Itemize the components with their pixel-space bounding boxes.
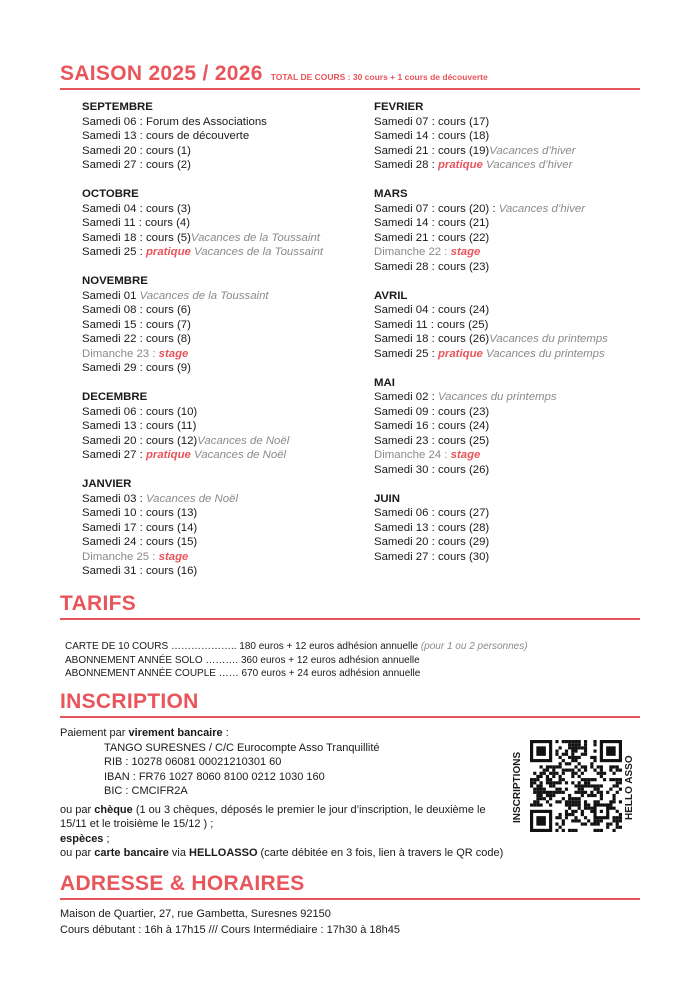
- holiday-note: Vacances d’hiver: [482, 159, 573, 171]
- helloasso-name: HELLOASSO: [189, 847, 258, 859]
- entry-text: Samedi 04 : cours (3): [82, 202, 191, 215]
- calendar-entry: [82, 434, 362, 449]
- tarif-row: [65, 667, 528, 681]
- calendar-entry: [82, 405, 362, 420]
- carte-line: [60, 846, 504, 861]
- entry-text: Samedi 10 : cours (13): [82, 507, 198, 519]
- event-tag: pratique: [145, 449, 191, 461]
- month-name: OCTOBRE: [82, 188, 139, 200]
- entry-text: Samedi 01: [82, 289, 140, 302]
- carte-pre: ou par: [60, 847, 95, 859]
- calendar-entry: [374, 535, 664, 550]
- horaires-line: Cours débutant : 16h à 17h15 /// Cours Intermédiaire : 17h30 à 18h45: [60, 923, 401, 936]
- event-tag: stage: [450, 246, 481, 258]
- month-block: [374, 187, 664, 274]
- entry-text: CARTE DE 10 COURS ……………….. 180 euros + 12 euros adhésion annuelle: [65, 641, 421, 652]
- tarif-row: [65, 640, 528, 654]
- entry-text: Samedi 06 : Forum des Associations: [82, 115, 267, 128]
- holiday-note: Vacances de la Toussaint: [190, 246, 324, 258]
- especes-line: [60, 832, 500, 847]
- entry-text: Samedi 09 : cours (23): [374, 405, 490, 418]
- calendar-entry: [82, 506, 362, 521]
- entry-text: Samedi 13 : cours (11): [82, 420, 197, 432]
- calendar-entry: [82, 419, 362, 434]
- calendar-entry: [374, 260, 664, 275]
- adresse-line: Maison de Quartier, 27, rue Gambetta, Suresnes 92150: [60, 908, 331, 920]
- payment-method-especes: espèces: [60, 832, 104, 845]
- calendar-entry: [82, 492, 362, 507]
- bank-line-rib: RIB : 10278 06081 00021210301 60: [104, 756, 282, 768]
- calendar-entry: [82, 318, 362, 333]
- entry-text: Samedi 04 : cours (24): [374, 304, 490, 316]
- calendar-entry: [374, 347, 664, 362]
- inscription-title: INSCRIPTION: [60, 690, 199, 713]
- season-title: SAISON 2025 / 2026: [60, 62, 263, 85]
- event-tag: pratique: [437, 347, 483, 360]
- calendar-entry: [374, 231, 664, 246]
- payment-method-virement: virement bancaire: [128, 727, 223, 739]
- qr-code-icon[interactable]: [530, 740, 622, 832]
- entry-text: Samedi 14 : cours (21): [374, 217, 490, 229]
- sunday-label: Dimanche 22 :: [374, 246, 451, 258]
- entry-text: Samedi 22 : cours (8): [82, 333, 191, 345]
- entry-text: Samedi 28 : cours (23): [374, 260, 490, 273]
- payment-post: :: [222, 727, 229, 739]
- calendar-entry: [82, 115, 362, 130]
- entry-text: Samedi 27 :: [82, 449, 146, 461]
- season-header: [60, 62, 640, 90]
- calendar-entry: [82, 361, 362, 376]
- calendar-entry: [374, 115, 664, 130]
- month-name: MARS: [374, 188, 408, 200]
- entry-text: Samedi 27 : cours (30): [374, 550, 490, 563]
- holiday-note: Vacances de Noël: [145, 492, 238, 505]
- month-block: [82, 274, 362, 376]
- entry-text: Samedi 16 : cours (24): [374, 420, 490, 432]
- entry-text: ABONNEMENT ANNÉE COUPLE …… 670 euros + 24 euros adhésion annuelle: [65, 668, 421, 679]
- calendar-entry: [374, 390, 664, 405]
- calendar-entry: [82, 535, 362, 550]
- qr-block: [510, 740, 640, 835]
- sunday-label: Dimanche 24 :: [374, 449, 451, 461]
- month-name: JANVIER: [82, 478, 132, 490]
- entry-text: Samedi 07 : cours (17): [374, 115, 490, 128]
- calendar-entry: [82, 347, 362, 362]
- entry-text: Samedi 21 : cours (19): [374, 144, 490, 157]
- calendar-entry: [374, 245, 664, 260]
- holiday-note: Vacances d’hiver: [489, 144, 576, 157]
- calendar-entry: [82, 129, 362, 144]
- calendar-entry: [82, 216, 362, 231]
- calendar-entry: [82, 289, 362, 304]
- qr-label-helloasso: HELLO ASSO: [624, 755, 635, 820]
- month-name: NOVEMBRE: [82, 275, 148, 287]
- entry-text: Samedi 23 : cours (25): [374, 434, 490, 447]
- calendar-left-column: [82, 100, 362, 593]
- calendar-entry: [82, 231, 362, 246]
- holiday-note: Vacances de Noël: [190, 449, 287, 461]
- entry-text: Samedi 25 :: [374, 347, 438, 360]
- entry-text: Samedi 18 : cours (5): [82, 231, 191, 244]
- entry-text: Samedi 20 : cours (29): [374, 536, 490, 548]
- inscription-body: [60, 726, 504, 861]
- entry-text: Samedi 20 : cours (1): [82, 144, 191, 157]
- calendar-entry: [82, 158, 362, 173]
- entry-text: Samedi 17 : cours (14): [82, 521, 198, 534]
- payment-method-carte: carte bancaire: [94, 847, 169, 859]
- calendar-entry: [82, 144, 362, 159]
- calendar-entry: [374, 158, 664, 173]
- month-name: AVRIL: [374, 289, 408, 302]
- entry-text: Samedi 06 : cours (27): [374, 507, 490, 519]
- entry-text: Samedi 08 : cours (6): [82, 304, 191, 316]
- sunday-label: Dimanche 25 :: [82, 550, 159, 563]
- month-block: [374, 492, 664, 565]
- qr-label-inscriptions: INSCRIPTIONS: [512, 751, 523, 824]
- cheque-post: (1 ou 3 chèques, déposés le premier le jour d’inscription, le deuxième le 15/11 et le troisième le 15/12 ) ;: [60, 803, 486, 830]
- entry-text: Samedi 29 : cours (9): [82, 362, 191, 374]
- entry-text: ABONNEMENT ANNÉE SOLO ………. 360 euros + 12 euros adhésion annuelle: [65, 654, 420, 666]
- holiday-note: Vacances de la Toussaint: [190, 231, 320, 244]
- payment-pre: Paiement par: [60, 727, 129, 739]
- holiday-note: Vacances d’hiver: [498, 202, 586, 215]
- season-subtitle: TOTAL DE COURS : 30 cours + 1 cours de découverte: [270, 72, 488, 82]
- tarif-row: [65, 654, 528, 668]
- entry-text: Samedi 11 : cours (25): [374, 318, 489, 331]
- calendar-entry: [82, 245, 362, 260]
- month-name: MAI: [374, 376, 395, 389]
- event-tag: stage: [158, 347, 189, 360]
- calendar-entry: [374, 521, 664, 536]
- entry-text: Samedi 15 : cours (7): [82, 318, 191, 331]
- calendar-entry: [374, 216, 664, 231]
- holiday-note: Vacances de Noël: [197, 434, 290, 447]
- calendar-right-column: [374, 100, 664, 579]
- calendar-entry: [82, 202, 362, 217]
- entry-text: Samedi 28 :: [374, 159, 438, 171]
- holiday-note: Vacances du printemps: [482, 347, 605, 360]
- tarifs-header: [60, 592, 640, 620]
- cheque-line: [60, 803, 500, 832]
- payment-line: [60, 726, 500, 741]
- entry-text: Samedi 31 : cours (16): [82, 565, 198, 577]
- calendar-entry: [374, 419, 664, 434]
- calendar-entry: [374, 506, 664, 521]
- calendar-entry: [374, 144, 664, 159]
- especes-post: ;: [103, 832, 110, 845]
- adresse-body: [60, 907, 400, 938]
- holiday-note: (pour 1 ou 2 personnes): [420, 641, 528, 652]
- holiday-note: Vacances de la Toussaint: [139, 289, 269, 302]
- event-tag: pratique: [145, 246, 191, 258]
- holiday-note: Vacances du printemps: [489, 333, 608, 345]
- bank-line-1: TANGO SURESNES / C/C Eurocompte Asso Tranquillité: [104, 741, 380, 754]
- calendar-entry: [82, 303, 362, 318]
- month-name: FEVRIER: [374, 101, 424, 113]
- entry-text: Samedi 18 : cours (26): [374, 333, 490, 345]
- event-tag: pratique: [437, 159, 483, 171]
- tarifs-list: [65, 640, 528, 681]
- entry-text: Samedi 25 :: [82, 246, 146, 258]
- carte-mid: via: [168, 847, 190, 859]
- month-name: SEPTEMBRE: [82, 101, 153, 113]
- month-block: [374, 289, 664, 362]
- calendar-entry: [82, 521, 362, 536]
- cheque-pre: ou par: [60, 803, 95, 816]
- entry-text: Samedi 11 : cours (4): [82, 217, 191, 229]
- month-block: [374, 376, 664, 478]
- calendar-entry: [374, 550, 664, 565]
- holiday-note: Vacances du printemps: [437, 391, 557, 403]
- calendar-entry: [374, 129, 664, 144]
- month-block: [82, 187, 362, 260]
- entry-text: Samedi 14 : cours (18): [374, 130, 490, 142]
- calendar-entry: [374, 405, 664, 420]
- entry-text: Samedi 27 : cours (2): [82, 159, 191, 171]
- calendar-entry: [82, 564, 362, 579]
- payment-method-cheque: chèque: [94, 803, 133, 816]
- event-tag: stage: [158, 550, 189, 563]
- entry-text: Samedi 21 : cours (22): [374, 231, 490, 244]
- calendar-entry: [374, 303, 664, 318]
- calendar-entry: [374, 332, 664, 347]
- adresse-title: ADRESSE & HORAIRES: [60, 872, 305, 895]
- entry-text: Samedi 07 : cours (20) :: [374, 202, 499, 215]
- calendar-entry: [374, 202, 664, 217]
- entry-text: Samedi 03 :: [82, 492, 146, 505]
- entry-text: Samedi 13 : cours (28): [374, 521, 490, 534]
- carte-post: (carte débitée en 3 fois, lien à travers le QR code): [257, 847, 504, 859]
- month-block: [82, 390, 362, 463]
- tarifs-title: TARIFS: [60, 592, 137, 615]
- bank-line-bic: BIC : CMCIFR2A: [104, 785, 188, 797]
- sunday-label: Dimanche 23 :: [82, 347, 159, 360]
- entry-text: Samedi 02 :: [374, 391, 438, 403]
- month-block: [82, 100, 362, 173]
- entry-text: Samedi 24 : cours (15): [82, 536, 198, 548]
- month-block: [82, 477, 362, 579]
- entry-text: Samedi 13 : cours de découverte: [82, 130, 250, 142]
- calendar-entry: [374, 434, 664, 449]
- adresse-header: [60, 872, 640, 900]
- entry-text: Samedi 06 : cours (10): [82, 405, 198, 418]
- calendar-entry: [82, 332, 362, 347]
- calendar-entry: [82, 550, 362, 565]
- inscription-header: [60, 690, 640, 718]
- calendar-entry: [374, 318, 664, 333]
- entry-text: Samedi 20 : cours (12): [82, 434, 198, 447]
- bank-line-iban: IBAN : FR76 1027 8060 8100 0212 1030 160: [104, 770, 325, 783]
- entry-text: Samedi 30 : cours (26): [374, 463, 490, 476]
- month-name: DECEMBRE: [82, 391, 148, 403]
- calendar-entry: [374, 463, 664, 478]
- month-block: [374, 100, 664, 173]
- month-name: JUIN: [374, 492, 400, 505]
- calendar-entry: [82, 448, 362, 463]
- event-tag: stage: [450, 449, 481, 461]
- calendar-entry: [374, 448, 664, 463]
